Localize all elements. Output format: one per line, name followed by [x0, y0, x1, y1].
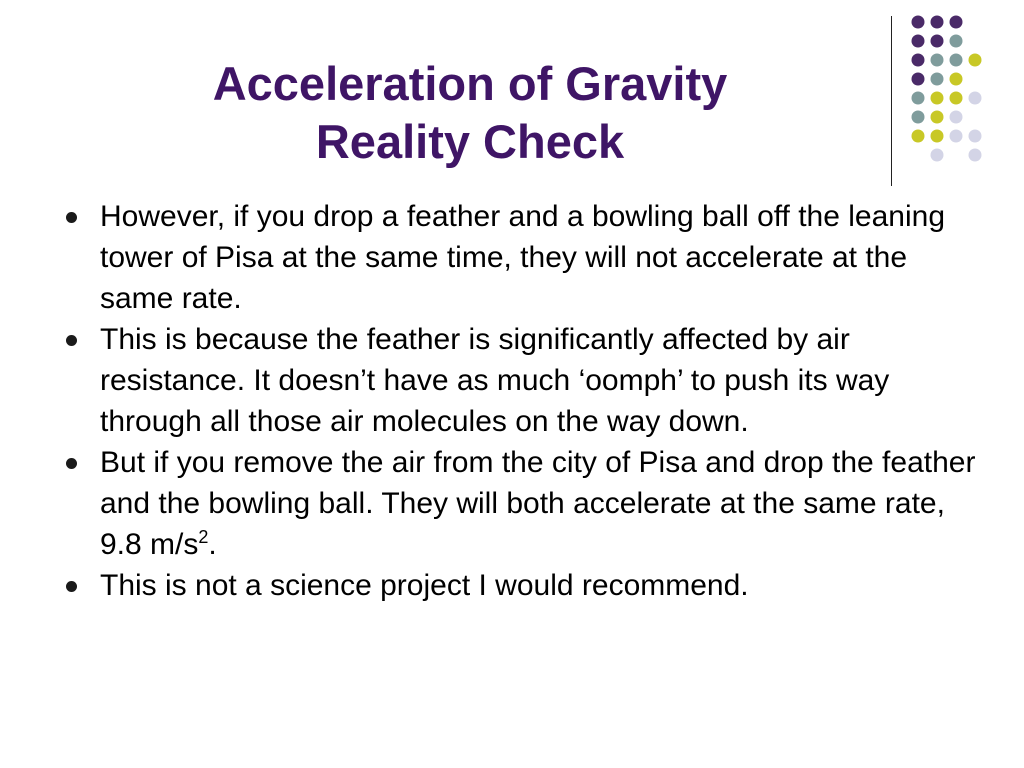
bullet-item: [62, 565, 982, 606]
bullet-text: This is because the feather is significantly affected by air resistance. It doesn’t have as much ‘oomph’ to push its way through all those air molecules on the way down.: [100, 323, 890, 438]
decorative-dot: [931, 16, 944, 29]
decorative-dot: [969, 54, 982, 67]
decorative-dot: [931, 73, 944, 86]
title-divider-line: [891, 16, 892, 186]
bullet-list: [62, 196, 982, 606]
decorative-dot: [931, 54, 944, 67]
decorative-dot: [969, 149, 982, 162]
bullet-text-suffix: .: [208, 528, 217, 561]
decorative-dot: [969, 92, 982, 105]
decorative-dot: [950, 35, 963, 48]
bullet-dot-icon: [66, 581, 77, 592]
bullet-text: However, if you drop a feather and a bowling ball off the leaning tower of Pisa at the same time, they will not accelerate at the same rate.: [100, 200, 946, 315]
decorative-dot: [912, 54, 925, 67]
decorative-dot: [950, 111, 963, 124]
bullet-dot-icon: [66, 458, 77, 469]
slide-title-line-2: Reality Check: [315, 115, 625, 169]
bullet-text: This is not a science project I would recommend.: [100, 569, 749, 602]
decorative-dot: [912, 111, 925, 124]
decorative-dot: [950, 92, 963, 105]
decorative-dot: [969, 130, 982, 143]
slide-title: [120, 55, 820, 171]
decorative-dot: [950, 54, 963, 67]
decorative-dot: [931, 149, 944, 162]
decorative-dot: [912, 35, 925, 48]
decorative-dot: [950, 16, 963, 29]
bullet-dot-icon: [66, 212, 77, 223]
bullet-text-with-superscript: [100, 446, 975, 561]
bullet-text: But if you remove the air from the city of Pisa and drop the feather and the bowling ball. They will both accelerate at the same rate, 9.8 m/s: [100, 446, 976, 561]
decorative-dot: [931, 130, 944, 143]
bullet-dot-icon: [66, 335, 77, 346]
decorative-dot: [912, 92, 925, 105]
bullet-item: [62, 442, 982, 565]
superscript-exponent: 2: [198, 527, 209, 547]
decorative-dot: [931, 35, 944, 48]
decorative-dot: [950, 130, 963, 143]
decorative-dot: [912, 130, 925, 143]
slide-title-line-1: Acceleration of Gravity: [212, 57, 728, 111]
bullet-item: [62, 196, 982, 319]
decorative-dot: [931, 111, 944, 124]
decorative-dot: [950, 73, 963, 86]
decorative-dot: [912, 16, 925, 29]
bullet-item: [62, 319, 982, 442]
decorative-dot: [931, 92, 944, 105]
decorative-dot: [912, 73, 925, 86]
